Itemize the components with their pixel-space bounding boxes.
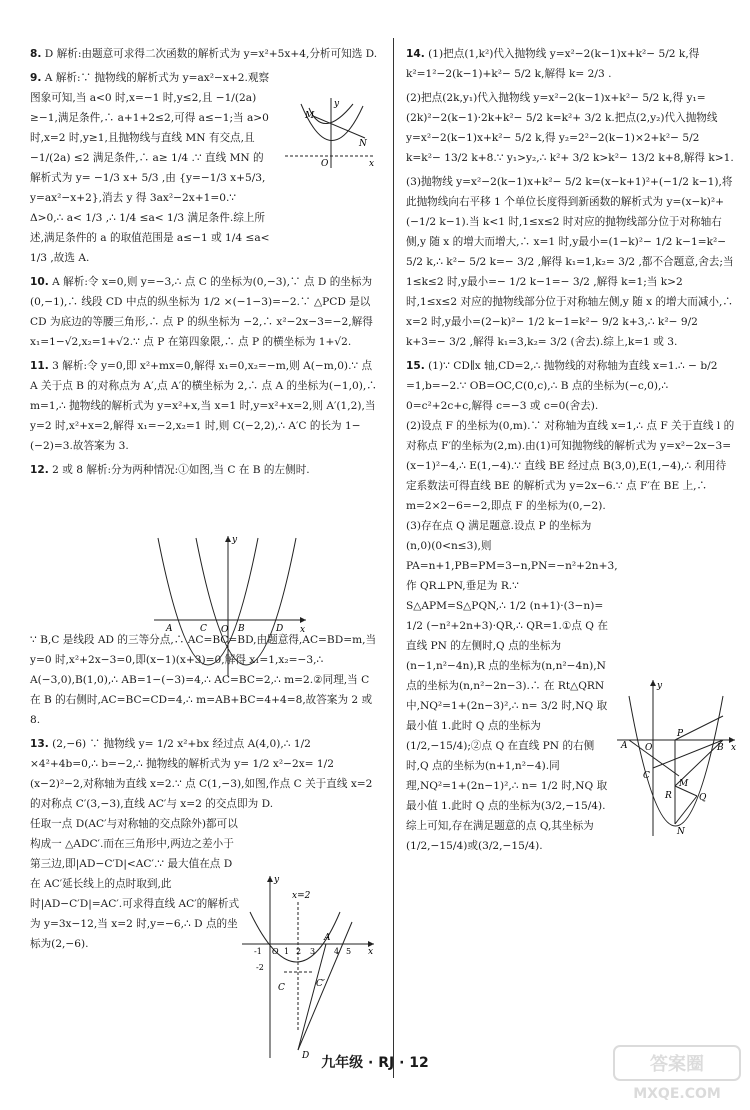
label-M: M [679, 779, 689, 789]
label-O: O [321, 159, 329, 169]
label-y: y [334, 99, 340, 109]
tick-2: 2 [296, 947, 302, 956]
answer-15-part2: (2)设点 F 的坐标为(0,m).∵ 对称轴为直线 x=1,∴ 点 F 关于直线 l 的对称点 F′的坐标为(2,m).由(1)可知抛物线的解析式为 y=x²−2x−3=(x−1)²−4,∴ E(1,−4).∵ 直线 BE 经过点 B(3,0),E(1,−4),∴ 利用待定系数法可得直线 BE 的解析式为 y=2x−6.∵ 点 F′在 BE 上,∴ m=2×2−6=−2,即点 F 的坐标为(0,−2). [406, 420, 735, 512]
tick-5: 5 [346, 947, 352, 956]
left-column [30, 44, 382, 954]
answer-12-cont: ∵ B,C 是线段 AD 的三等分点,∴ AC=BC=BD,由题意得,AC=BD=m,当 y=0 时,x²+2x−3=0,即(x−1)(x+3)=0,解得 x₁=1,x₂=−3,∴ A(−3,0),B(1,0),∴ AB=1−(−3)=4,∴ AC=BC=2,∴ m=2.②同理,当 C 在 B 的右侧时,AC=BC=CD=4,∴ m=AB+BC=4+4=8,故答案为 2 或 8. [30, 634, 377, 726]
label-B: B [717, 743, 724, 753]
label-A: A [166, 624, 173, 634]
label-O: O [272, 947, 279, 956]
tick-3: 3 [310, 947, 316, 956]
label-x: x [368, 947, 374, 957]
label-M: M [305, 111, 315, 121]
label-Cprime: C′ [316, 979, 325, 989]
answer-12: 12. 2 或 8 解析:分为两种情况:①如图,当 C 在 B 的左侧时. [30, 464, 310, 476]
answer-11: 11. 3 解析:令 y=0,即 x²+mx=0,解得 x₁=0,x₂=−m,则 A(−m,0).∵ 点 A 关于点 B 的对称点为 A′,点 A′的横坐标为 2,∴ 点 A 的坐标为(−1,0),∴ m=1,∴ 抛物线的解析式为 y=x²+x,当 x=1 时,y=x²+x=2,则 A′(1,2),当 y=2 时,x²+x=2,解得 x₁=−2,x₂=1 时,则 C(−2,2),∴ A′C 的长为 1−(−2)=3.故答案为 3. [30, 360, 377, 452]
label-D: D [302, 1051, 310, 1061]
svg-text:MXQE.COM: MXQE.COM [633, 1086, 721, 1102]
label-C: C [200, 624, 207, 634]
answer-13: 13. (2,−6) ∵ 抛物线 y= 1/2 x²+bx 经过点 A(4,0),∴ 1/2 ×4²+4b=0,∴ b=−2,∴ 抛物线的解析式为 y= 1/2 x²−2x= 1/2 (x−2)²−2,对称轴为直线 x=2.∵ 点 C(1,−3),如图,作点 C 关于直线 x=2 的对称点 C′(3,−3),直线 AC′与 x=2 的交点即为 D. [30, 738, 373, 810]
svg-text:答案圈: 答案圈 [650, 1054, 704, 1075]
answer-15-part3: (3)存在点 Q 满足题意.设点 P 的坐标为(n,0)(0<n≤3),则 PA=n+1,PB=PM=3−n,PN=−n²+2n+3,作 QR⊥PN,垂足为 R.∵ S△APM=S△PQN,∴ 1/2 (n+1)·(3−n)= 1/2 (−n²+2n+3)·QR,∴ QR=1.①点 Q 在直线 PN 的左侧时,Q 点的坐标为(n−1,n²−4n),R 点的坐标为(n,n²−4n),N 点的坐标为(n,n²−2n−3).∴ 在 Rt△QRN 中,NQ²=1+(2n−3)²,∴ n= 3/2 时,NQ 取最小值 1.此时 Q 点的坐标为(1/2,−15/4);②点 Q 在直线 PN 的右侧时,Q 点的坐标为(n+1,n²−4).同理,NQ²=1+(2n−1)²,∴ n= 1/2 时,NQ 取最小值 1.此时 Q 点的坐标为(3/2,−15/4).综上可知,存在满足题意的点 Q,其坐标为(1/2,−15/4)或(3/2,−15/4). [406, 520, 618, 852]
tick-minus2: -2 [256, 963, 264, 972]
label-C: C [278, 983, 285, 993]
answer-15-part1: 15. (1)∵ CD∥x 轴,CD=2,∴ 抛物线的对称轴为直线 x=1.∴ − b/2 =1,b=−2.∵ OB=OC,C(0,c),∴ B 点的坐标为(−c,0),∴ 0=c²+2c+c,解得 c=−3 或 c=0(舍去). [406, 360, 718, 412]
label-A: A [324, 933, 331, 943]
label-P: P [677, 729, 684, 739]
label-y: y [232, 535, 238, 545]
answer-8: 8. D 解析:由题意可求得二次函数的解析式为 y=x²+5x+4,分析可知选 D. [30, 48, 378, 60]
figure-9-graph [283, 96, 378, 171]
label-C: C [643, 771, 650, 781]
label-N: N [677, 827, 685, 837]
label-O: O [645, 743, 653, 753]
label-x: x [369, 159, 375, 169]
answer-10: 10. A 解析:令 x=0,则 y=−3,∴ 点 C 的坐标为(0,−3),∵ 点 D 的坐标为(0,−1),∴ 线段 CD 中点的纵坐标为 1/2 ×(−1−3)=−2.∵ △PCD 是以 CD 为底边的等腰三角形,∴ 点 P 的纵坐标为 −2,∴ x²−2x−3=−2,解得 x₁=1−√2,x₂=1+√2.∵ 点 P 在第四象限,∴ 点 P 的横坐标为 1+√2. [30, 276, 373, 348]
label-Q: Q [699, 793, 707, 803]
label-y: y [274, 875, 280, 885]
label-R: R [665, 791, 672, 801]
answer-13-cont: 任取一点 D(AC′与对称轴的交点除外)都可以构成一 △ADC′.而在三角形中,两边之差小于第三边,即|AD−C′D|<AC′.∵ 最大值在点 D 在 AC′延长线上的点时取到,此时|AD−C′D|=AC′.可求得直线 AC′的解析式为 y=3x−12,当 x=2 时,y=−6,∴ D 点的坐标为(2,−6). [30, 818, 240, 950]
tick-minus1: -1 [254, 947, 262, 956]
page-footer: 九年级 · RJ · 12 [321, 1055, 429, 1071]
tick-1: 1 [284, 947, 290, 956]
answer-14-part2: (2)把点(2k,y₁)代入抛物线 y=x²−2(k−1)x+k²− 5/2 k,得 y₁=(2k)²−2(k−1)·2k+k²− 5/2 k=k²+ 3/2 k.把点(2,y₂)代入抛物线 y=x²−2(k−1)x+k²− 5/2 k,得 y₂=2²−2(k−1)×2+k²− 5/2 k=k²− 13/2 k+8.∵ y₁>y₂,∴ k²+ 3/2 k>k²− 13/2 k+8,解得 k>1. [406, 92, 734, 164]
label-A: A [621, 741, 628, 751]
label-y: y [657, 681, 663, 691]
answer-9: 9. A 解析:∵ 抛物线的解析式为 y=ax²−x+2.观察图象可知,当 a<0 时,x=−1 时,y≤2,且 −1/(2a) ≥−1,满足条件,∴ a+1+2≤2,可得 a≤−1;当 a>0 时,x=2 时,y≥1,且抛物线与直线 MN 有交点,且 −1/(2a) ≤2 满足条件,∴ a≥ 1/4 .∵ 直线 MN 的解析式为 y= −1/3 x+ 5/3 ,由 {y=−1/3 x+5/3, y=ax²−x+2},消去 y 得 3ax²−2x+1=0.∵ Δ>0,∴ a< 1/3 ,∴ 1/4 ≤a< 1/3 满足条件.综上所述,满足条件的 a 的取值范围是 a≤−1 或 1/4 ≤a< 1/3 ,故选 A. [30, 72, 270, 264]
answer-14-part1: 14. (1)把点(1,k²)代入抛物线 y=x²−2(k−1)x+k²− 5/2 k,得 k²=1²−2(k−1)+k²− 5/2 k,解得 k= 2/3 . [406, 48, 700, 80]
label-D: D [276, 624, 284, 634]
label-O: O [221, 625, 229, 635]
answer-14-part3: (3)抛物线 y=x²−2(k−1)x+k²− 5/2 k=(x−k+1)²+(−1/2 k−1),将此抛物线向右平移 1 个单位长度得到新函数的解析式为 y=(x−k)²+(−1/2 k−1).当 k<1 时,1≤x≤2 时对应的抛物线部分位于对称轴右侧,y 随 x 的增大而增大,∴ x=1 时,y最小=(1−k)²− 1/2 k−1=k²− 5/2 k,∴ k²− 5/2 k=− 3/2 ,解得 k₁=1,k₂= 3/2 ,都不合题意,舍去;当 1≤k≤2 时,y最小=− 1/2 k−1=− 3/2 ,解得 k=1;当 k>2 时,1≤x≤2 对应的抛物线部分位于对称轴左侧,y 随 x 的增大而减小,∴ x=2 时,y最小=(2−k)²− 1/2 k−1=k²− 9/2 k+3,∴ k²− 9/2 k+3=− 3/2 ,解得 k₁=3,k₂= 3/2 (舍去).综上,k=1 或 3. [406, 176, 734, 348]
label-B: B [238, 624, 245, 634]
label-x: x [731, 743, 737, 753]
label-N: N [359, 139, 367, 149]
watermark-logo [612, 1044, 742, 1104]
column-divider [393, 38, 394, 1078]
figure-13-graph [240, 872, 378, 1062]
figure-15-graph [615, 676, 740, 841]
label-x: x [300, 625, 306, 635]
label-x2: x=2 [292, 891, 311, 901]
figure-12-graph [150, 532, 310, 680]
tick-4: 4 [334, 947, 340, 956]
